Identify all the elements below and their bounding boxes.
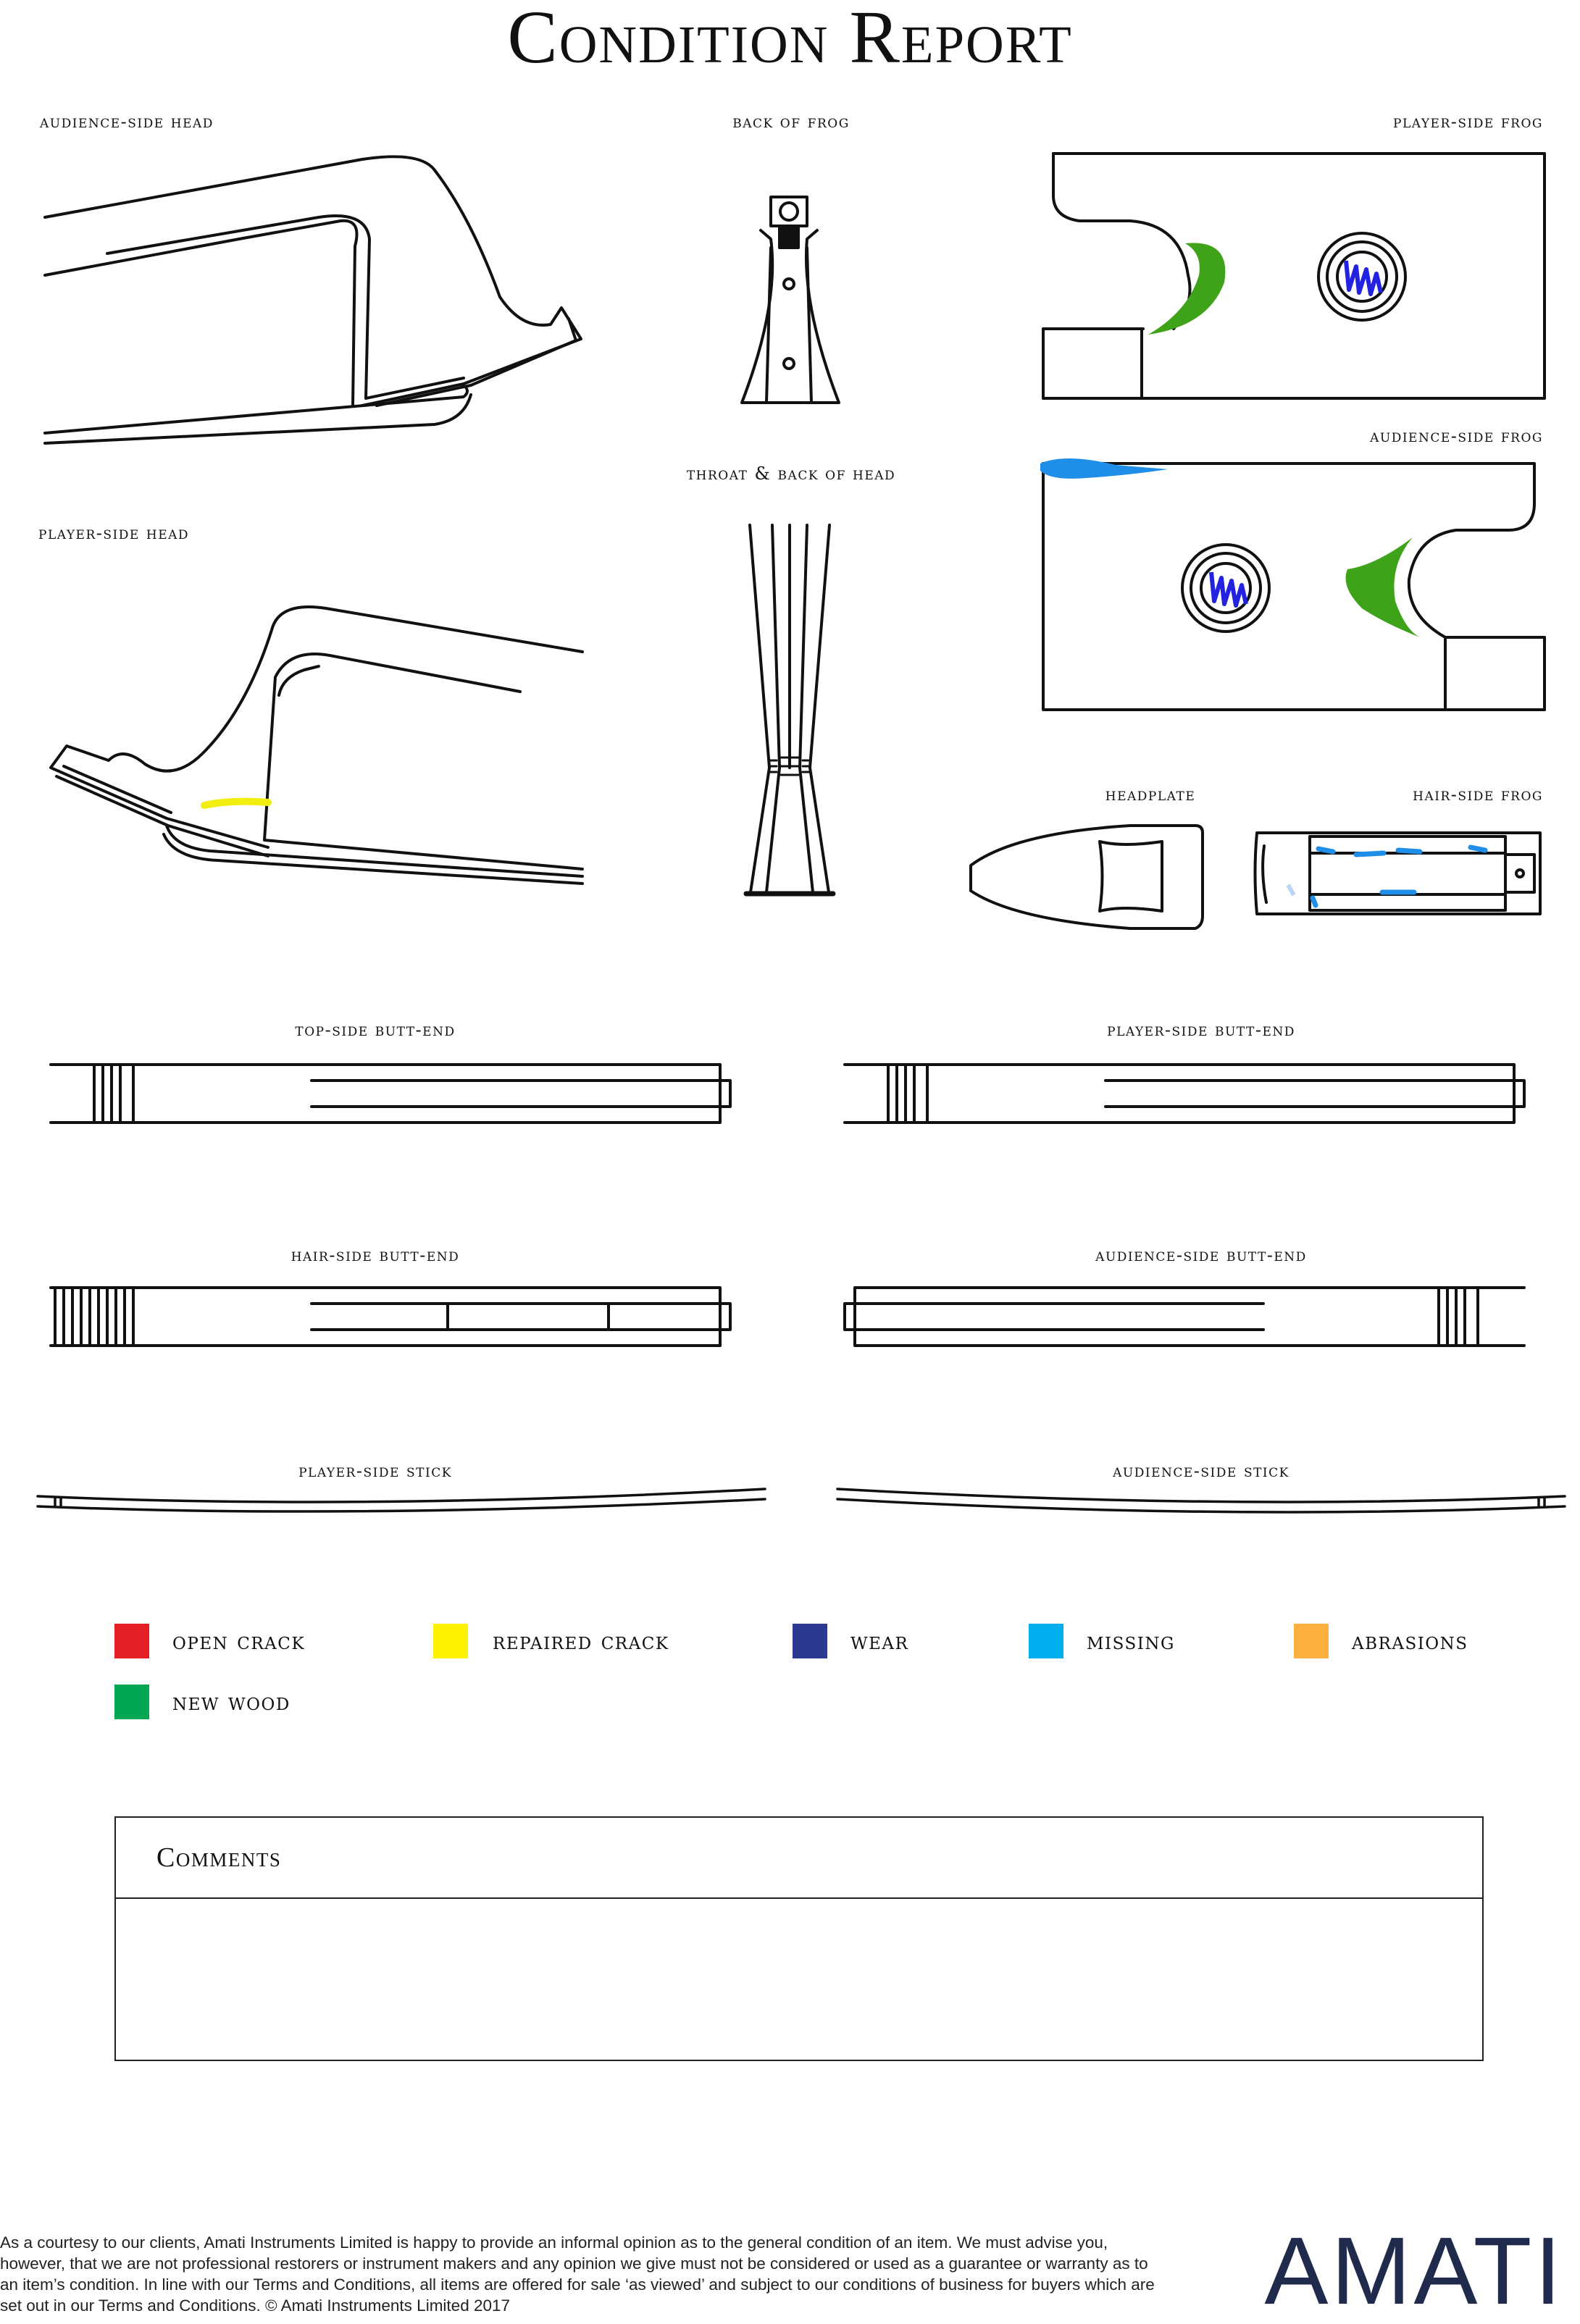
amati-logo: AMATI <box>1264 2218 1564 2324</box>
legend-swatch-new-wood <box>114 1685 149 1719</box>
wear-mark <box>1211 572 1246 605</box>
missing-mark <box>1040 458 1168 479</box>
label-hair-side-butt-end: hair-side butt-end <box>290 1245 460 1265</box>
wear-mark <box>1346 261 1381 294</box>
hair-side-butt-end-drawing <box>51 1288 730 1346</box>
back-of-frog-drawing <box>742 197 839 403</box>
audience-side-butt-end-drawing <box>845 1288 1524 1346</box>
throat-back-of-head-drawing <box>746 525 833 894</box>
page-title: Condition Report <box>507 0 1073 79</box>
condition-markings <box>204 243 1485 905</box>
repaired-crack-mark <box>204 802 268 805</box>
audience-side-head-drawing <box>45 156 581 443</box>
label-player-side-butt-end: player-side butt-end <box>1107 1020 1295 1040</box>
legend-swatch-missing <box>1029 1624 1063 1658</box>
label-back-of-frog: back of frog <box>732 112 850 132</box>
missing-mark <box>1313 847 1485 905</box>
legend-swatch-open-crack <box>114 1624 149 1658</box>
comments-box <box>114 1816 1484 2061</box>
player-side-frog-drawing <box>1043 154 1545 398</box>
audience-side-frog-drawing <box>1043 463 1545 710</box>
legend-swatch-repaired-crack <box>433 1624 468 1658</box>
player-side-butt-end-drawing <box>845 1065 1524 1123</box>
label-audience-side-frog: audience-side frog <box>1370 426 1543 446</box>
label-player-side-stick: player-side stick <box>298 1461 452 1481</box>
legend-swatch-wear <box>793 1624 827 1658</box>
comments-heading: Comments <box>116 1818 1482 1899</box>
legend-label-missing: missing <box>1087 1627 1175 1655</box>
player-side-stick-drawing <box>38 1489 765 1511</box>
label-player-side-head: player-side head <box>38 523 190 543</box>
hair-side-frog-drawing <box>1255 833 1541 914</box>
label-hair-side-frog: hair-side frog <box>1413 784 1543 805</box>
disclaimer-text: As a courtesy to our clients, Amati Instruments Limited is happy to provide an informal opinion as to the general condition of an item. We must advise you, however, that we are not professional restorers or instrument makers and any opinion we give must not be considered or used as a guarantee or warranty as to an item’s condition. In line with our Terms and Conditions, all items are offered for sale ‘as viewed’ and subject to our conditions of business for buyers which are set out in our Terms and Conditions. © Amati Instruments Limited 2017 <box>0 2233 1155 2315</box>
label-audience-side-stick: audience-side stick <box>1113 1461 1290 1481</box>
headplate-drawing <box>971 826 1203 928</box>
legend-label-repaired-crack: repaired crack <box>493 1627 669 1655</box>
missing-mark <box>1288 885 1294 895</box>
label-top-side-butt-end: top-side butt-end <box>295 1020 456 1040</box>
top-side-butt-end-drawing <box>51 1065 730 1123</box>
legend-label-wear: wear <box>850 1627 909 1655</box>
comments-field[interactable] <box>116 1899 1482 2060</box>
label-player-side-frog: player-side frog <box>1393 112 1543 132</box>
label-audience-side-head: audience-side head <box>40 112 214 132</box>
legend-label-abrasions: abrasions <box>1352 1627 1468 1655</box>
label-throat-back-of-head: throat & back of head <box>686 463 896 484</box>
player-side-head-drawing <box>51 607 582 884</box>
audience-side-stick-drawing <box>837 1489 1565 1512</box>
new-wood-mark <box>1148 243 1225 335</box>
label-headplate: headplate <box>1105 784 1196 805</box>
legend-swatch-abrasions <box>1294 1624 1329 1658</box>
legend-label-open-crack: open crack <box>172 1627 306 1655</box>
legend-label-new-wood: new wood <box>172 1687 290 1716</box>
label-audience-side-butt-end: audience-side butt-end <box>1095 1245 1307 1265</box>
